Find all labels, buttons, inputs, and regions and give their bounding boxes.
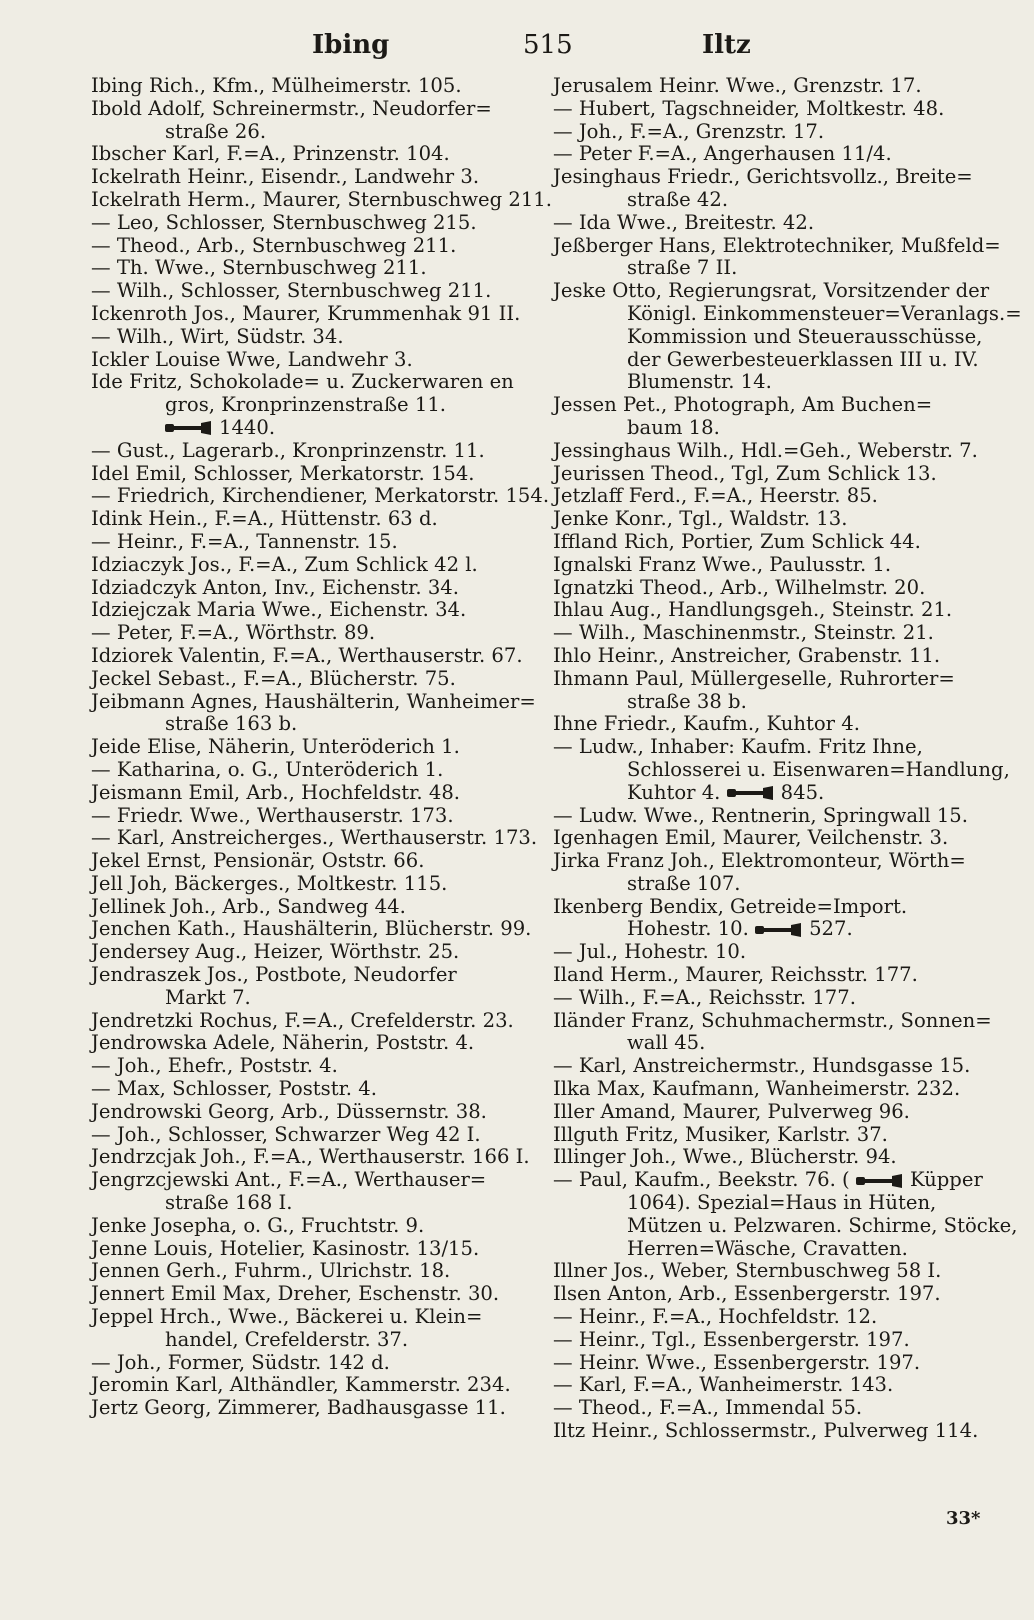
directory-entry-line — [553, 873, 983, 896]
directory-entry-line — [91, 759, 521, 782]
directory-entry-line — [553, 850, 983, 873]
directory-entry-line — [91, 941, 521, 964]
entry-text: Illner Jos., Weber, Sternbuschweg 58 I. — [553, 1259, 942, 1283]
directory-entry-line — [553, 577, 983, 600]
entry-text: Jessinghaus Wilh., Hdl.=Geh., Weberstr. 7. — [553, 438, 978, 462]
directory-entry-line — [91, 1055, 521, 1078]
entry-text: Jendersey Aug., Heizer, Wörthstr. 25. — [91, 940, 460, 964]
entry-text: Jenne Louis, Hotelier, Kasinostr. 13/15. — [91, 1236, 480, 1260]
directory-entry-line — [553, 301, 1022, 326]
directory-entry-line — [553, 964, 983, 987]
entry-text: Ikenberg Bendix, Getreide=Import. — [553, 894, 908, 918]
entry-text: straße 7 II. — [627, 256, 738, 280]
entry-text: Jeismann Emil, Arb., Hochfeldstr. 48. — [91, 780, 461, 804]
directory-entry-line — [553, 1238, 983, 1261]
entry-text: — Friedr. Wwe., Werthauserstr. 173. — [91, 803, 454, 827]
entry-text: Kommission und Steuerausschüsse, — [627, 324, 983, 348]
entry-text: — Karl, Anstreicherges., Werthauserstr. 173. — [91, 826, 538, 850]
entry-text: — Joh., Former, Südstr. 142 d. — [91, 1350, 390, 1374]
directory-entry-line — [91, 1283, 521, 1306]
directory-entry-line — [91, 1078, 521, 1101]
directory-entry-line — [91, 1374, 521, 1397]
directory-entry-line — [91, 1145, 530, 1169]
entry-text: baum 18. — [627, 415, 720, 439]
entry-text: Ibing Rich., Kfm., Mülheimerstr. 105. — [91, 74, 462, 97]
directory-entry-line — [91, 440, 521, 463]
entry-text: Ickelrath Heinr., Eisendr., Landwehr 3. — [91, 165, 480, 189]
entry-text: — Ludw. Wwe., Rentnerin, Springwall 15. — [553, 803, 968, 827]
directory-entry-line — [553, 485, 983, 508]
entry-text: — Katharina, o. G., Unteröderich 1. — [91, 757, 444, 781]
entry-text: Ickelrath Herm., Maurer, Sternbuschweg 211. — [91, 187, 552, 211]
directory-entry-line — [91, 622, 521, 645]
entry-text: — Friedrich, Kirchendiener, Merkatorstr. 154. — [91, 484, 550, 508]
directory-entry-line — [91, 554, 521, 577]
directory-entry-line — [91, 1215, 521, 1238]
entry-text: — Heinr., F.=A., Hochfeldstr. 12. — [553, 1305, 878, 1329]
directory-entry-line — [91, 371, 521, 394]
directory-entry-line — [91, 235, 521, 258]
entry-text: Jetzlaff Ferd., F.=A., Heerstr. 85. — [553, 484, 878, 508]
directory-entry-line — [91, 484, 550, 508]
directory-entry-line — [91, 463, 521, 486]
directory-entry-line — [553, 1306, 983, 1329]
entry-text: Illinger Joh., Wwe., Blücherstr. 94. — [553, 1145, 897, 1169]
entry-text: — Max, Schlosser, Poststr. 4. — [91, 1077, 377, 1101]
directory-entry-line — [91, 736, 521, 759]
entry-text: — Th. Wwe., Sternbuschweg 211. — [91, 256, 427, 280]
entry-text: — Ida Wwe., Breitestr. 42. — [553, 210, 815, 234]
entry-text: Kuhtor 4. — [627, 780, 721, 804]
entry-text: — Karl, Anstreichermstr., Hundsgasse 15. — [553, 1054, 971, 1078]
telephone-icon — [165, 420, 213, 436]
directory-entry-line — [553, 805, 983, 828]
directory-entry-line — [553, 1260, 983, 1283]
entry-text: — Peter F.=A., Angerhausen 11/4. — [553, 142, 892, 166]
directory-entry-line — [91, 896, 521, 919]
directory-entry-line — [91, 143, 521, 166]
entry-text: Jenchen Kath., Haushälterin, Blücherstr. 99. — [91, 917, 532, 941]
entry-text: Idink Hein., F.=A., Hüttenstr. 63 d. — [91, 507, 438, 531]
entry-text: Idel Emil, Schlosser, Merkatorstr. 154. — [91, 461, 475, 485]
entry-text: Jeide Elise, Näherin, Unteröderich 1. — [91, 735, 460, 759]
directory-entry-line — [553, 645, 983, 668]
entry-text: Königl. Einkommensteuer=Veranlags.= — [627, 301, 1022, 325]
entry-text: Ignalski Franz Wwe., Paulusstr. 1. — [553, 552, 892, 576]
directory-entry-line — [91, 280, 521, 303]
directory-entry-line — [553, 599, 983, 622]
entry-text: — Joh., Ehefr., Poststr. 4. — [91, 1054, 338, 1078]
directory-entry-line — [91, 577, 521, 600]
entry-text: — Theod., Arb., Sternbuschweg 211. — [91, 233, 457, 257]
entry-text: der Gewerbesteuerklassen III u. IV. — [627, 347, 979, 371]
directory-entry-line — [91, 1306, 521, 1329]
entry-text: — Heinr. Wwe., Essenbergerstr. 197. — [553, 1350, 921, 1374]
entry-text: Jenke Konr., Tgl., Waldstr. 13. — [553, 507, 848, 531]
directory-entry-line — [91, 1101, 521, 1124]
directory-entry-line — [91, 668, 521, 691]
directory-entry-line — [553, 987, 983, 1010]
entry-text: straße 163 b. — [165, 712, 298, 736]
directory-entry-line — [91, 1260, 521, 1283]
entry-text: Ickler Louise Wwe, Landwehr 3. — [91, 347, 413, 371]
entry-text: Jendrowska Adele, Näherin, Poststr. 4. — [91, 1031, 475, 1055]
entry-text: Jendrowski Georg, Arb., Düssernstr. 38. — [91, 1099, 487, 1123]
directory-entry-line — [553, 1283, 983, 1306]
entry-text: Ickenroth Jos., Maurer, Krummenhak 91 II. — [91, 301, 521, 325]
page-header — [90, 30, 980, 66]
entry-text: straße 26. — [165, 119, 267, 143]
directory-entry-line — [91, 1238, 521, 1261]
directory-entry-line — [91, 689, 536, 714]
directory-entry-line — [553, 166, 983, 189]
directory-entry-line — [553, 440, 983, 463]
directory-entry-line — [553, 98, 983, 121]
entry-text: Jeßberger Hans, Elektrotechniker, Mußfeld= — [553, 233, 1001, 257]
directory-entry-line — [91, 1192, 521, 1215]
directory-entry-line — [553, 189, 983, 212]
directory-entry-line — [553, 1329, 983, 1352]
entry-text: straße 107. — [627, 871, 741, 895]
entry-text: — Leo, Schlosser, Sternbuschweg 215. — [91, 210, 477, 234]
entry-text: Jekel Ernst, Pensionär, Oststr. 66. — [91, 849, 425, 873]
entry-text: Mützen u. Pelzwaren. Schirme, Stöcke, — [627, 1213, 1018, 1237]
entry-text: Ihlo Heinr., Anstreicher, Grabenstr. 11. — [553, 643, 941, 667]
directory-entry-line — [553, 417, 983, 440]
entry-text: Idziorek Valentin, F.=A., Werthauserstr. 67. — [91, 643, 523, 667]
entry-text: — Wilh., Wirt, Südstr. 34. — [91, 324, 344, 348]
entry-text: Jennen Gerh., Fuhrm., Ulrichstr. 18. — [91, 1259, 451, 1283]
directory-entry-line — [553, 1420, 983, 1443]
telephone-icon — [755, 922, 803, 938]
directory-entry-line — [553, 1008, 992, 1033]
entry-text: — Wilh., Schlosser, Sternbuschweg 211. — [91, 279, 492, 303]
entry-text: Jirka Franz Joh., Elektromonteur, Wörth= — [553, 849, 966, 873]
directory-entry-line — [91, 417, 521, 440]
directory-entry-line — [553, 279, 990, 303]
entry-text: Illguth Fritz, Musiker, Karlstr. 37. — [553, 1122, 888, 1146]
entry-text: Iland Herm., Maurer, Reichsstr. 177. — [553, 963, 918, 987]
entry-text: Ignatzki Theod., Arb., Wilhelmstr. 20. — [553, 575, 926, 599]
directory-entry-line — [553, 713, 983, 736]
entry-text: Jellinek Joh., Arb., Sandweg 44. — [91, 894, 406, 918]
directory-entry-line — [91, 98, 521, 121]
directory-entry-line — [91, 782, 521, 805]
directory-entry-line — [553, 1101, 983, 1124]
directory-entry-line — [553, 1124, 983, 1147]
directory-entry-line — [91, 1032, 521, 1055]
entry-text: straße 168 I. — [165, 1191, 293, 1215]
directory-entry-line — [553, 757, 1010, 782]
entry-text: — Karl, F.=A., Wanheimerstr. 143. — [553, 1373, 894, 1397]
entry-text: Ibscher Karl, F.=A., Prinzenstr. 104. — [91, 142, 450, 166]
directory-entry-line — [553, 1397, 983, 1420]
entry-text: Jell Joh, Bäckerges., Moltkestr. 115. — [91, 871, 448, 895]
entry-text: Iländer Franz, Schuhmachermstr., Sonnen= — [553, 1008, 992, 1032]
directory-entry-line — [553, 349, 983, 372]
entry-text: Jessen Pet., Photograph, Am Buchen= — [553, 393, 933, 417]
directory-entry-line — [91, 187, 552, 212]
directory-entry-line — [553, 1146, 983, 1169]
entry-text: straße 42. — [627, 187, 729, 211]
directory-entry-line — [91, 326, 521, 349]
entry-text: Idziadczyk Anton, Inv., Eichenstr. 34. — [91, 575, 460, 599]
directory-entry-line — [553, 143, 983, 166]
directory-entry-line — [553, 1192, 983, 1215]
directory-entry-line — [91, 1329, 521, 1352]
signature-mark: 33* — [946, 1508, 981, 1529]
entry-text: Jengrzcjewski Ant., F.=A., Werthauser= — [91, 1168, 487, 1192]
directory-entry-line — [553, 1078, 983, 1101]
directory-entry-line — [553, 827, 983, 850]
directory-entry-line — [91, 645, 521, 668]
page-number: 515 — [523, 30, 573, 60]
entry-text: Igenhagen Emil, Maurer, Veilchenstr. 3. — [553, 826, 949, 850]
directory-entry-line — [91, 212, 521, 235]
entry-text: — Heinr., Tgl., Essenbergerstr. 197. — [553, 1327, 910, 1351]
directory-entry-line — [91, 713, 521, 736]
telephone-icon — [727, 785, 775, 801]
entry-text: — Hubert, Tagschneider, Moltkestr. 48. — [553, 96, 945, 120]
entry-text: Iltz Heinr., Schlossermstr., Pulverweg 114. — [553, 1419, 979, 1443]
left-column — [91, 74, 552, 1420]
entry-text: — Paul, Kaufm., Beekstr. 76. ( — [553, 1168, 850, 1192]
directory-entry-line — [553, 257, 983, 280]
directory-entry-line — [553, 1169, 983, 1192]
entry-text: Jennert Emil Max, Dreher, Eschenstr. 30. — [91, 1282, 500, 1306]
entry-text: — Gust., Lagerarb., Kronprinzenstr. 11. — [91, 438, 485, 462]
directory-entry-line — [553, 1055, 983, 1078]
phone-number: 527. — [809, 917, 853, 941]
entry-text: Ibold Adolf, Schreinermstr., Neudorfer= — [91, 96, 492, 120]
directory-entry-line — [91, 1397, 521, 1420]
entry-text: — Jul., Hohestr. 10. — [553, 940, 747, 964]
phone-number: 1440. — [219, 415, 276, 439]
directory-entry-line — [553, 668, 983, 691]
directory-entry-line — [553, 371, 983, 394]
directory-entry-line — [553, 1032, 983, 1055]
directory-entry-line — [553, 121, 983, 144]
entry-text: gros, Kronprinzenstraße 11. — [165, 393, 447, 417]
directory-entry-line — [91, 75, 521, 98]
directory-entry-line — [553, 1374, 983, 1397]
directory-entry-line — [553, 691, 983, 714]
directory-entry-line — [91, 805, 521, 828]
entry-text: — Wilh., Maschinenmstr., Steinstr. 21. — [553, 621, 934, 645]
directory-entry-line — [91, 599, 521, 622]
directory-entry-line — [553, 394, 983, 417]
entry-text: Herren=Wäsche, Cravatten. — [627, 1236, 908, 1260]
entry-text: Markt 7. — [165, 985, 251, 1009]
directory-entry-line — [91, 1352, 521, 1375]
entry-text: Jenke Josepha, o. G., Fruchtstr. 9. — [91, 1213, 425, 1237]
entry-text: Jeurissen Theod., Tgl, Zum Schlick 13. — [553, 461, 937, 485]
directory-entry-line — [91, 531, 521, 554]
directory-entry-line — [91, 873, 521, 896]
entry-text: Iffland Rich, Portier, Zum Schlick 44. — [553, 529, 921, 553]
entry-text: Idziejczak Maria Wwe., Eichenstr. 34. — [91, 598, 467, 622]
directory-entry-line — [91, 349, 521, 372]
directory-entry-line — [553, 1213, 1018, 1238]
directory-entry-line — [553, 622, 983, 645]
directory-entry-line — [553, 941, 983, 964]
entry-text: Hohestr. 10. — [627, 917, 749, 941]
entry-text: Jesinghaus Friedr., Gerichtsvollz., Breite= — [553, 165, 973, 189]
directory-entry-line — [553, 326, 983, 349]
entry-text: Schlosserei u. Eisenwaren=Handlung, — [627, 757, 1010, 781]
header-right-keyword: Iltz — [702, 30, 751, 60]
entry-text: Jeckel Sebast., F.=A., Blücherstr. 75. — [91, 666, 456, 690]
directory-entry-line — [553, 212, 983, 235]
entry-text: Iller Amand, Maurer, Pulverweg 96. — [553, 1099, 910, 1123]
directory-entry-line — [553, 918, 983, 941]
entry-text: Jendretzki Rochus, F.=A., Crefelderstr. 23. — [91, 1008, 514, 1032]
directory-entry-line — [91, 1124, 521, 1147]
entry-text: Ilsen Anton, Arb., Essenbergerstr. 197. — [553, 1282, 941, 1306]
directory-entry-line — [553, 896, 983, 919]
directory-entry-line — [553, 75, 983, 98]
entry-text: wall 45. — [627, 1031, 706, 1055]
directory-entry-line — [91, 508, 521, 531]
entry-text: 1064). Spezial=Haus in Hüten, — [627, 1191, 937, 1215]
phone-number: 845. — [780, 780, 825, 804]
directory-entry-line — [91, 987, 521, 1010]
entry-text: Ilka Max, Kaufmann, Wanheimerstr. 232. — [553, 1077, 961, 1101]
entry-text: Jertz Georg, Zimmerer, Badhausgasse 11. — [91, 1396, 506, 1420]
entry-text: handel, Crefelderstr. 37. — [165, 1327, 409, 1351]
directory-entry-line — [553, 736, 983, 759]
entry-text: Ihmann Paul, Müllergeselle, Ruhrorter= — [553, 666, 955, 690]
directory-entry-line — [553, 1352, 983, 1375]
entry-text: — Wilh., F.=A., Reichsstr. 177. — [553, 985, 856, 1009]
entry-text: Jeppel Hrch., Wwe., Bäckerei u. Klein= — [91, 1305, 483, 1329]
entry-text: — Peter, F.=A., Wörthstr. 89. — [91, 621, 376, 645]
entry-text: — Joh., Schlosser, Schwarzer Weg 42 I. — [91, 1122, 481, 1146]
directory-entry-line — [553, 531, 983, 554]
directory-entry-line — [91, 1169, 521, 1192]
directory-entry-line — [91, 257, 521, 280]
right-column — [553, 74, 1022, 1443]
directory-entry-line — [91, 850, 521, 873]
entry-text: Ihlau Aug., Handlungsgeh., Steinstr. 21. — [553, 598, 953, 622]
header-left-keyword: Ibing — [312, 30, 390, 60]
directory-entry-line — [91, 917, 532, 941]
telephone-icon — [856, 1173, 904, 1189]
directory-entry-line — [91, 964, 521, 987]
directory-entry-line — [553, 782, 983, 805]
directory-entry-line — [91, 303, 521, 326]
directory-entry-line — [553, 554, 983, 577]
entry-text: Jerusalem Heinr. Wwe., Grenzstr. 17. — [553, 74, 922, 97]
entry-text: Blumenstr. 14. — [627, 370, 772, 394]
entry-text: — Heinr., F.=A., Tannenstr. 15. — [91, 529, 398, 553]
entry-text: Jendraszek Jos., Postbote, Neudorfer — [91, 963, 457, 987]
entry-text: straße 38 b. — [627, 689, 747, 713]
directory-entry-line — [91, 1010, 521, 1033]
entry-text: Jendrzcjak Joh., F.=A., Werthauserstr. 166 I. — [91, 1145, 530, 1169]
directory-entry-line — [91, 394, 521, 417]
directory-entry-line — [553, 463, 983, 486]
directory-entry-line — [553, 508, 983, 531]
phone-number: Küpper — [909, 1168, 983, 1192]
entry-text: Jeromin Karl, Althändler, Kammerstr. 234. — [91, 1373, 511, 1397]
entry-text: — Theod., F.=A., Immendal 55. — [553, 1396, 863, 1420]
entry-text: Ide Fritz, Schokolade= u. Zuckerwaren en — [91, 370, 514, 394]
entry-text: — Ludw., Inhaber: Kaufm. Fritz Ihne, — [553, 735, 923, 759]
entry-text: Jeske Otto, Regierungsrat, Vorsitzender der — [553, 279, 990, 303]
directory-entry-line — [91, 166, 521, 189]
entry-text: Jeibmann Agnes, Haushälterin, Wanheimer= — [91, 689, 536, 713]
directory-entry-line — [553, 233, 1001, 258]
directory-entry-line — [91, 121, 521, 144]
entry-text: Idziaczyk Jos., F.=A., Zum Schlick 42 l. — [91, 552, 478, 576]
directory-entry-line — [91, 826, 538, 850]
entry-text: — Joh., F.=A., Grenzstr. 17. — [553, 119, 825, 143]
entry-text: Ihne Friedr., Kaufm., Kuhtor 4. — [553, 712, 860, 736]
